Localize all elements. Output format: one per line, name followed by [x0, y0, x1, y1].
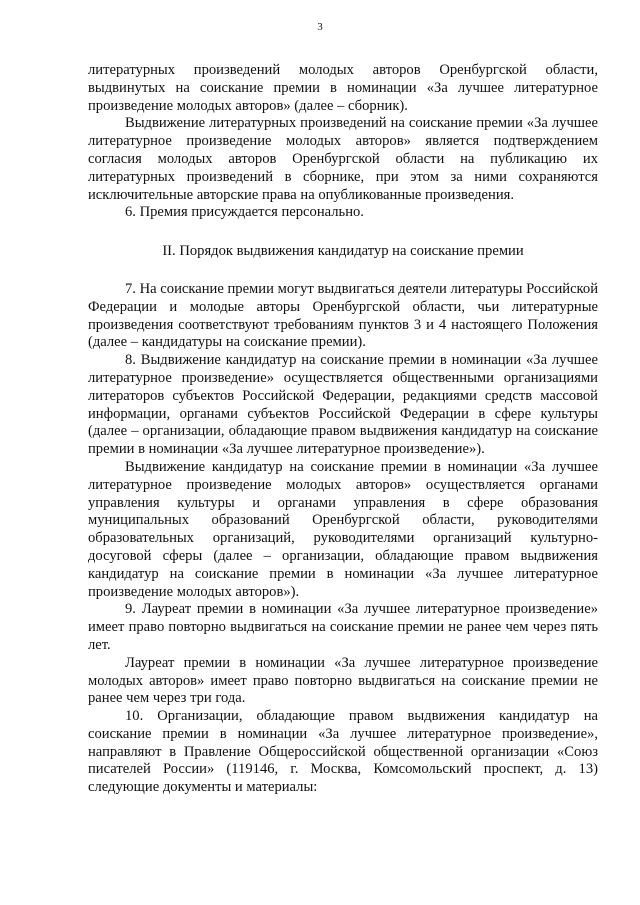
document-body — [88, 62, 598, 797]
paragraph-item-6: 6. Премия присуждается персонально. — [125, 204, 364, 221]
page-number: 3 — [317, 21, 323, 33]
paragraph-item-7: 7. На соискание премии могут выдвигаться деятели литературы Российской Федерации и молодые авторы Оренбургской области, чьи литературные произведения соответствуют требованиям пунктов 3 и 4 настоящего Положения (далее – кандидатуры на соискание премии). — [88, 280, 598, 351]
paragraph-item-10: 10. Организации, обладающие правом выдвижения кандидатур на соискание премии в номинации «За лучшее литературное произведение», направляют в Правление Общероссийской общественной организации «Союз писателей России» (119146, г. Москва, Комсомольский проспект, д. 13) следующие документы и материалы: — [88, 708, 598, 796]
paragraph-item-9: 9. Лауреат премии в номинации «За лучшее литературное произведение» имеет право повторно выдвигаться на соискание премии не ранее чем через пять лет. — [88, 601, 598, 653]
paragraph-continued: литературных произведений молодых авторов Оренбургской области, выдвинутых на соискание премии в номинации «За лучшее литературное произведение молодых авторов» (далее – сборник). — [88, 62, 598, 114]
paragraph-item-8: 8. Выдвижение кандидатур на соискание премии в номинации «За лучшее литературное произведение» осуществляется общественными организациями литераторов субъектов Российской Федерации, редакциями средств массовой информации, органами субъектов Российской Федерации в сфере культуры (далее – организации, обладающие правом выдвижения кандидатур на соискание премии в номинации «За лучшее литературное произведение»). — [88, 352, 598, 458]
paragraph-item-8-young-authors: Выдвижение кандидатур на соискание премии в номинации «За лучшее литературное произведение молодых авторов» осуществляется органами управления культуры и органами управления в сфере образования муниципальных образований Оренбургской области, руководителями образовательных организаций, руководителями организаций культурно-досуговой сферы (далее – организации, обладающие правом выдвижения кандидатур на соискание премии в номинации «За лучшее литературное произведение молодых авторов»). — [88, 458, 598, 600]
paragraph-nomination-consent: Выдвижение литературных произведений на соискание премии «За лучшее литературное произведение молодых авторов» является подтверждением согласия молодых авторов Оренбургской области на публикацию их литературных произведений в сборнике, при этом за ними сохраняются исключительные авторские права на опубликованные произведения. — [88, 115, 598, 203]
paragraph-item-9-young-authors: Лауреат премии в номинации «За лучшее литературное произведение молодых авторов» имеет право повторно выдвигаться на соискание премии не ранее чем через три года. — [88, 654, 598, 707]
section-heading-2: II. Порядок выдвижения кандидатур на соискание премии — [162, 243, 524, 260]
